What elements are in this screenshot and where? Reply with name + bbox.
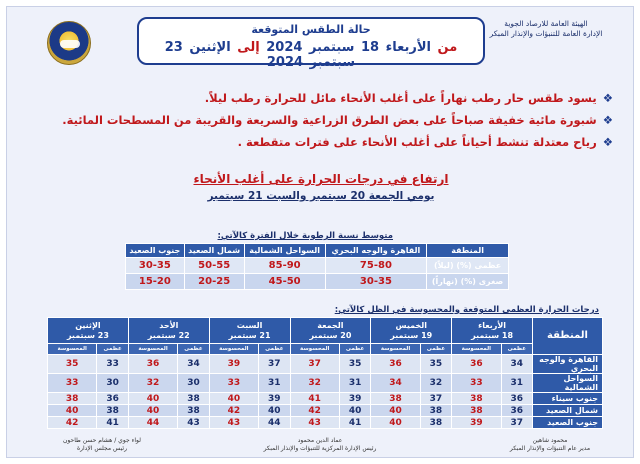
max-temp-cell: 41 (97, 417, 128, 429)
day-date: 19 سبتمبر (390, 330, 433, 340)
humidity-header: جنوب الصعيد (126, 244, 185, 258)
region-name: القاهرة والوجه البحري (533, 355, 603, 374)
day-date: 22 سبتمبر (147, 330, 190, 340)
max-temp-cell: 34 (178, 355, 209, 374)
humidity-header: السواحل الشمالية (244, 244, 325, 258)
temperature-title: درجات الحرارة العظمى المتوقعة والمحسوسة في الظل كالآتي: (334, 305, 599, 315)
day-name: الخميس (395, 320, 427, 330)
feels-like-subheader: المحسوسة (371, 344, 420, 355)
day-header (128, 318, 209, 344)
feels-like-subheader: المحسوسة (48, 344, 97, 355)
feels-like-cell: 42 (209, 405, 258, 417)
table-row (48, 374, 603, 393)
max-subheader: عظمى (339, 344, 370, 355)
humidity-cell: 75-80 (325, 258, 426, 274)
max-temp-cell: 36 (97, 393, 128, 405)
bullet-item: ❖شبورة مائية خفيفة صباحاً على بعض الطرق الزراعية والسريعة والقريبة من المسطحات المائية. (62, 113, 613, 127)
max-subheader: عظمى (259, 344, 290, 355)
feels-like-cell: 32 (128, 374, 177, 393)
humidity-table (125, 243, 509, 290)
rise-dates: يومي الجمعة 20 سبتمبر والسبت 21 سبتمبر (207, 190, 435, 202)
signatures (7, 437, 635, 459)
feels-like-cell: 36 (371, 355, 420, 374)
max-temp-cell: 40 (259, 405, 290, 417)
feels-like-cell: 40 (209, 393, 258, 405)
region-name: السواحل الشمالية (533, 374, 603, 393)
max-temp-cell: 38 (97, 405, 128, 417)
max-subheader: عظمى (97, 344, 128, 355)
feels-like-subheader: المحسوسة (209, 344, 258, 355)
region-name: جنوب الصعيد (533, 417, 603, 429)
feels-like-cell: 37 (290, 355, 339, 374)
signature-block: محمود شاهين مدير عام التنبؤات والإنذار المبكر (509, 437, 591, 452)
table-row (48, 393, 603, 405)
day-date: 23 سبتمبر (66, 330, 109, 340)
feels-like-cell: 42 (290, 405, 339, 417)
max-temp-cell: 30 (97, 374, 128, 393)
max-temp-cell: 37 (420, 393, 451, 405)
table-row (126, 258, 509, 274)
temperature-rise-note (7, 172, 635, 202)
feels-like-cell: 38 (48, 393, 97, 405)
table-row (48, 405, 603, 417)
title-box (137, 17, 485, 70)
day-name: الأربعاء (478, 320, 507, 330)
humidity-cell: 45-50 (244, 274, 325, 290)
feels-like-cell: 43 (209, 417, 258, 429)
humidity-cell: 30-35 (126, 258, 185, 274)
row-label: صغرى (%) (نهاراً) (427, 274, 509, 290)
humidity-cell: 15-20 (126, 274, 185, 290)
max-temp-cell: 39 (339, 393, 370, 405)
feels-like-cell: 44 (128, 417, 177, 429)
table-row (48, 355, 603, 374)
temperature-table (47, 317, 603, 429)
day-date: 20 سبتمبر (309, 330, 352, 340)
humidity-header: شمال الصعيد (184, 244, 244, 258)
max-temp-cell: 39 (259, 393, 290, 405)
from-date: الأربعاء 18 سبتمبر 2024 (266, 40, 431, 55)
humidity-cell: 50-55 (184, 258, 244, 274)
max-temp-cell: 35 (339, 355, 370, 374)
max-temp-cell: 30 (178, 374, 209, 393)
feels-like-cell: 40 (371, 405, 420, 417)
feels-like-cell: 40 (128, 393, 177, 405)
max-temp-cell: 43 (178, 417, 209, 429)
humidity-cell: 20-25 (184, 274, 244, 290)
feels-like-cell: 33 (48, 374, 97, 393)
feels-like-cell: 36 (128, 355, 177, 374)
diamond-bullet-icon: ❖ (602, 113, 613, 127)
header (7, 7, 635, 71)
max-temp-cell: 33 (97, 355, 128, 374)
forecast-sheet (6, 6, 634, 458)
feels-like-cell: 33 (209, 374, 258, 393)
feels-like-cell: 38 (452, 405, 501, 417)
day-name: الإثنين (75, 320, 101, 330)
rise-heading: ارتفاع في درجات الحرارة على أغلب الأنحاء (193, 172, 449, 186)
max-temp-cell: 38 (420, 405, 451, 417)
page-title: حالة الطقس المتوقعة (251, 23, 371, 36)
feels-like-cell: 42 (48, 417, 97, 429)
signature-block: لواء جوي / هشام حسن طاحون رئيس مجلس الإدارة (63, 437, 141, 452)
max-temp-cell: 32 (420, 374, 451, 393)
max-temp-cell: 34 (501, 355, 532, 374)
feels-like-cell: 33 (452, 374, 501, 393)
max-temp-cell: 38 (420, 417, 451, 429)
date-range (139, 40, 483, 70)
feels-like-cell: 39 (452, 417, 501, 429)
max-temp-cell: 31 (501, 374, 532, 393)
signature-block: عماد الدين محمود رئيس الإدارة المركزية للتنبؤات والإنذار المبكر (263, 437, 377, 452)
org-name: الهيئة العامة للارصاد الجوية الإدارة العامة للتنبؤات والإنذار المبكر (489, 19, 603, 38)
forecast-bullets (53, 89, 613, 155)
feels-like-cell: 38 (452, 393, 501, 405)
day-name: الأحد (159, 320, 179, 330)
max-temp-cell: 37 (501, 417, 532, 429)
max-temp-cell: 40 (339, 405, 370, 417)
day-date: 21 سبتمبر (228, 330, 271, 340)
humidity-cell: 85-90 (244, 258, 325, 274)
max-temp-cell: 38 (178, 393, 209, 405)
max-temp-cell: 31 (259, 374, 290, 393)
day-date: 18 سبتمبر (471, 330, 514, 340)
max-temp-cell: 38 (178, 405, 209, 417)
feels-like-cell: 32 (290, 374, 339, 393)
feels-like-cell: 43 (290, 417, 339, 429)
feels-like-subheader: المحسوسة (290, 344, 339, 355)
day-header (290, 318, 371, 344)
table-row (48, 417, 603, 429)
day-name: الجمعة (317, 320, 344, 330)
feels-like-cell: 36 (452, 355, 501, 374)
humidity-header: المنطقة (427, 244, 509, 258)
diamond-bullet-icon: ❖ (602, 135, 613, 149)
bullet-item: ❖يسود طقس حار رطب نهاراً على أغلب الأنحاء مائل للحرارة رطب ليلاً. (204, 91, 613, 105)
region-name: جنوب سيناء (533, 393, 603, 405)
day-header (452, 318, 533, 344)
feels-like-cell: 39 (209, 355, 258, 374)
max-temp-cell: 44 (259, 417, 290, 429)
max-subheader: عظمى (178, 344, 209, 355)
humidity-title: متوسط نسبة الرطوبة خلال الفترة كالآتي: (217, 231, 393, 241)
from-word: من (437, 40, 458, 55)
row-label: عظمى (%) (ليلاً) (427, 258, 509, 274)
feels-like-subheader: المحسوسة (452, 344, 501, 355)
feels-like-subheader: المحسوسة (128, 344, 177, 355)
to-date: الإثنين 23 سبتمبر 2024 (164, 40, 356, 70)
ema-logo (47, 21, 91, 65)
diamond-bullet-icon: ❖ (602, 91, 613, 105)
region-name: شمال الصعيد (533, 405, 603, 417)
table-row (126, 274, 509, 290)
region-header: المنطقة (533, 318, 603, 355)
day-name: السبت (236, 320, 263, 330)
feels-like-cell: 40 (128, 405, 177, 417)
humidity-header: القاهرة والوجه البحري (325, 244, 426, 258)
feels-like-cell: 35 (48, 355, 97, 374)
max-temp-cell: 37 (259, 355, 290, 374)
humidity-cell: 30-35 (325, 274, 426, 290)
max-subheader: عظمى (420, 344, 451, 355)
max-temp-cell: 36 (501, 405, 532, 417)
max-temp-cell: 41 (339, 417, 370, 429)
feels-like-cell: 40 (48, 405, 97, 417)
max-subheader: عظمى (501, 344, 532, 355)
feels-like-cell: 34 (371, 374, 420, 393)
day-header (371, 318, 452, 344)
to-word: إلى (237, 40, 260, 55)
max-temp-cell: 35 (420, 355, 451, 374)
feels-like-cell: 38 (371, 393, 420, 405)
bullet-item: ❖رياح معتدلة تنشط أحياناً على أغلب الأنحاء على فترات متقطعة . (237, 135, 613, 149)
max-temp-cell: 36 (501, 393, 532, 405)
feels-like-cell: 40 (371, 417, 420, 429)
max-temp-cell: 31 (339, 374, 370, 393)
day-header (209, 318, 290, 344)
feels-like-cell: 41 (290, 393, 339, 405)
day-header (48, 318, 129, 344)
